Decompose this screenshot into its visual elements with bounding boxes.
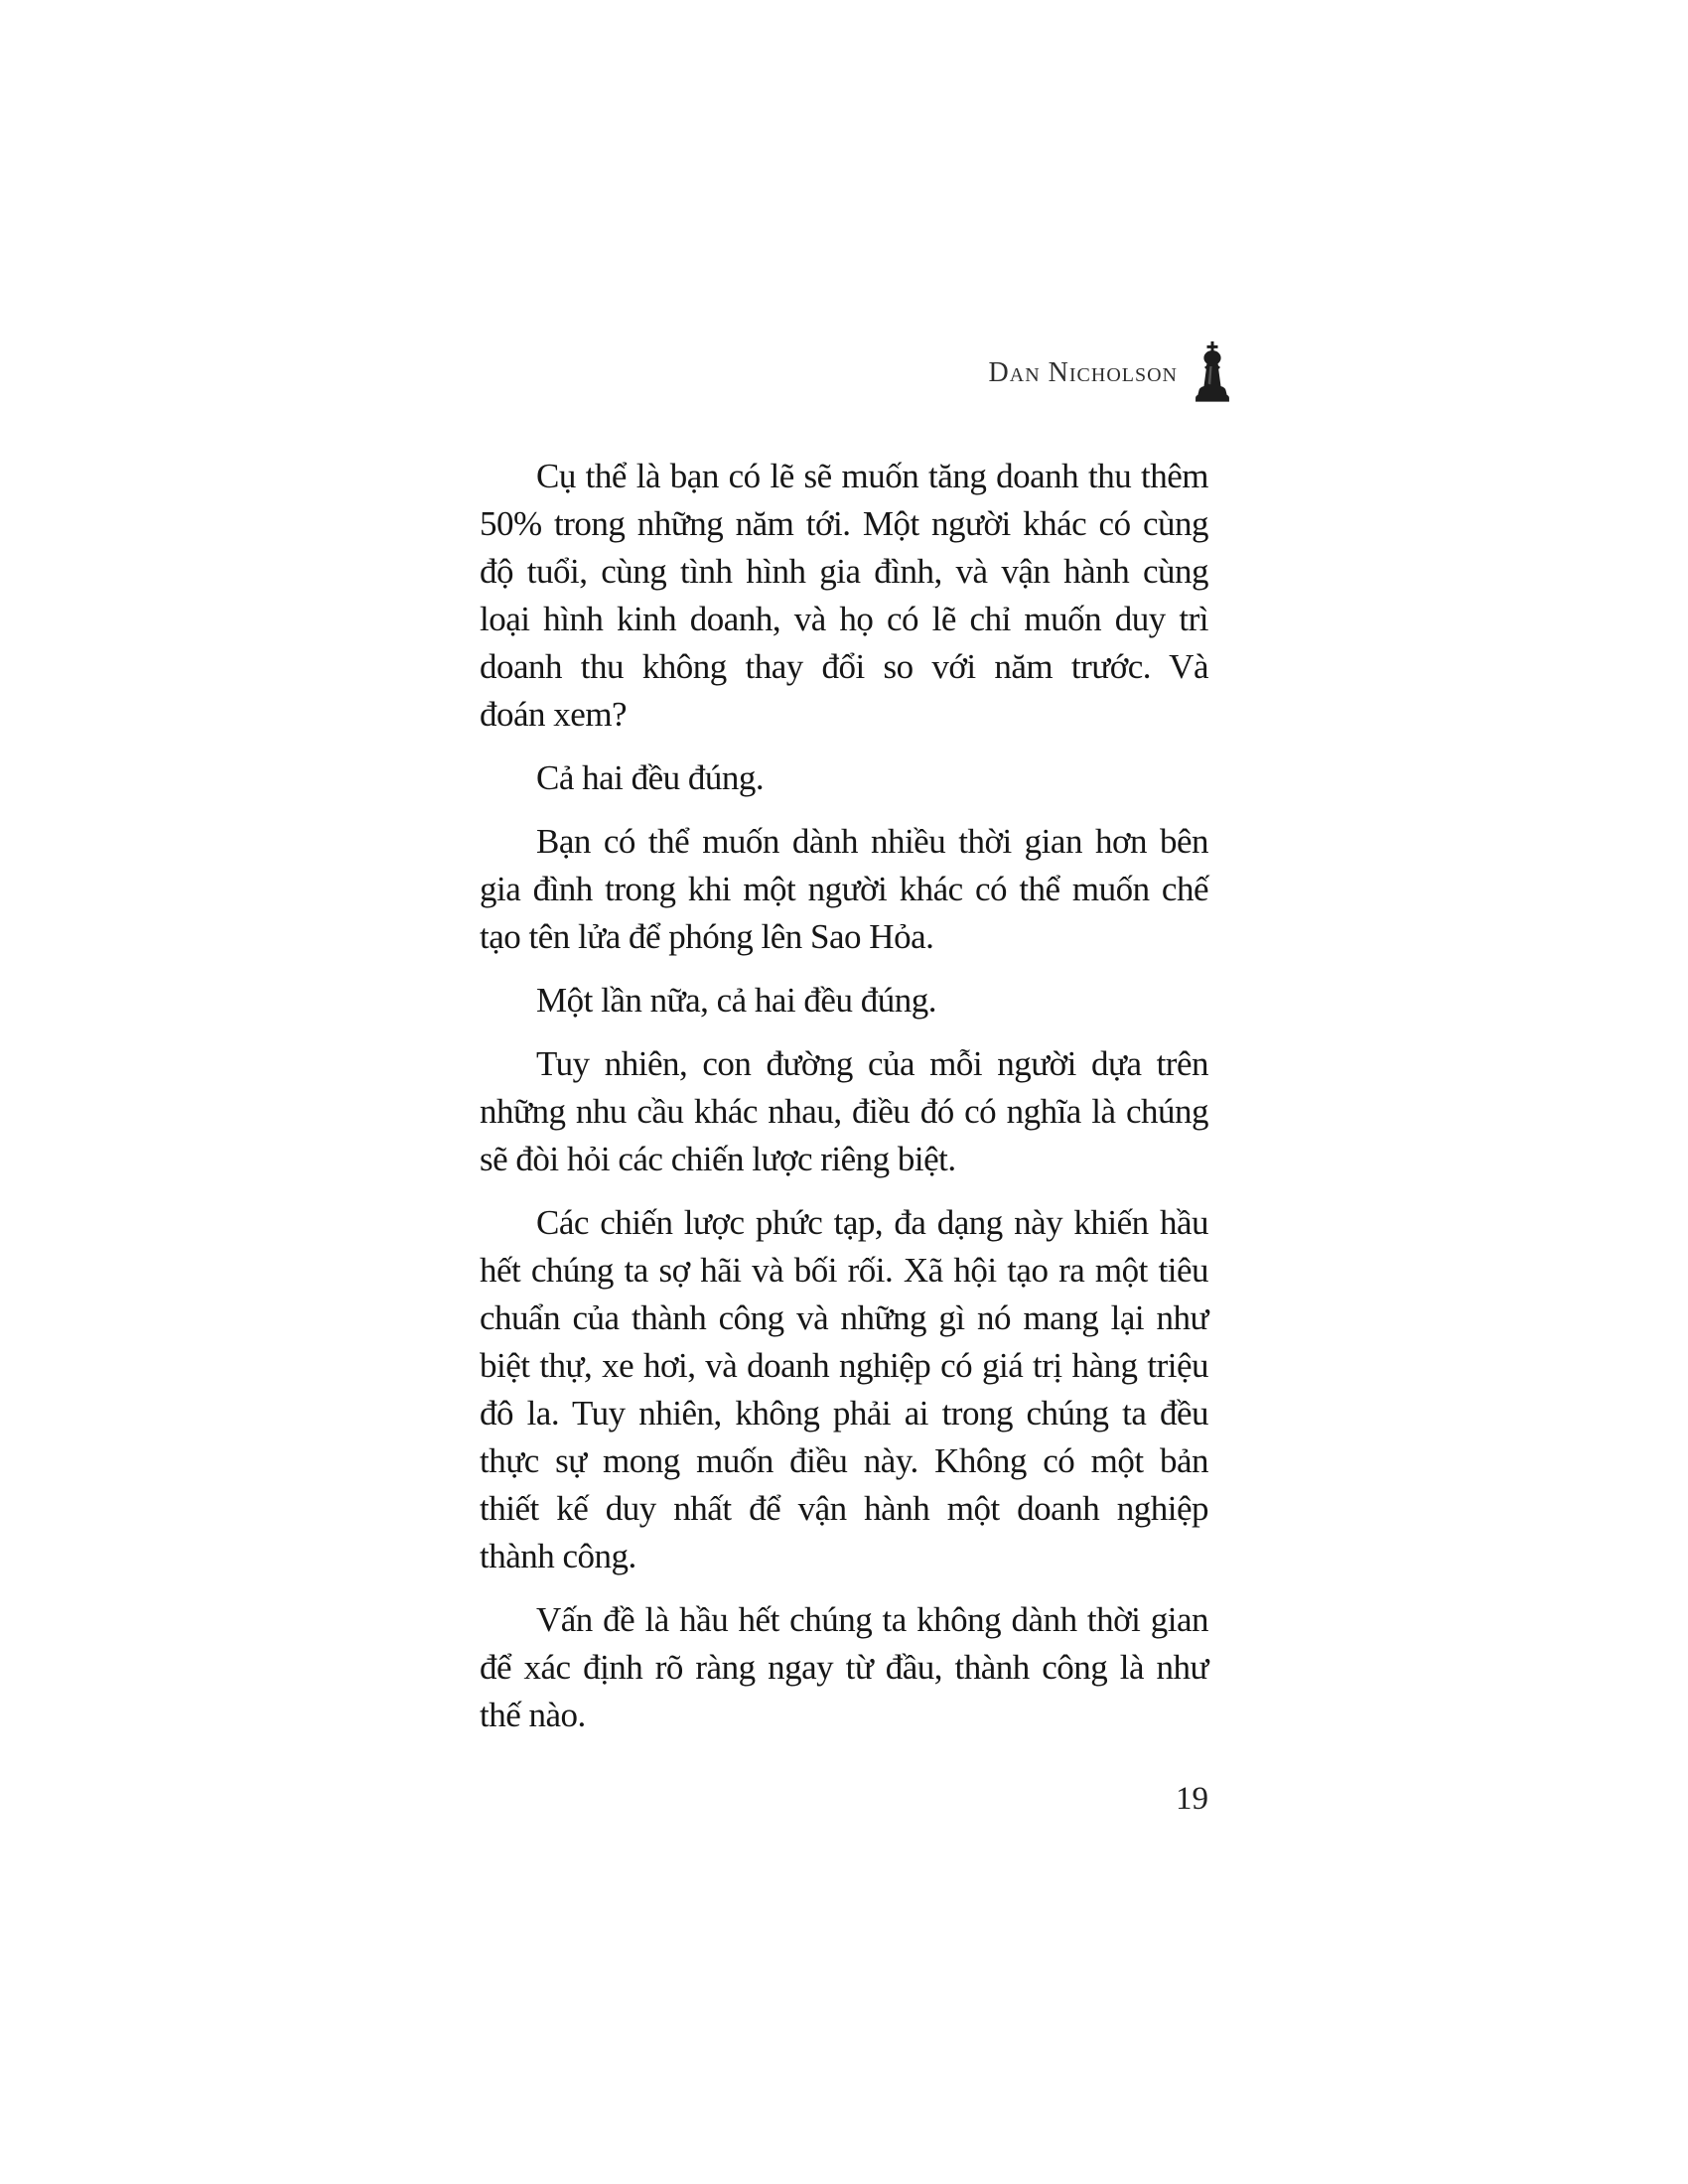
paragraph — [480, 1199, 1208, 1580]
paragraph — [480, 1596, 1208, 1739]
text-line: thành công. — [480, 1537, 636, 1575]
paragraph — [480, 453, 1208, 739]
text-line: Bạn có thể muốn dành nhiều thời gian hơn bên — [536, 822, 1208, 861]
text-line: Tuy nhiên, con đường của mỗi người dựa trên — [536, 1044, 1208, 1083]
text-line: gia đình trong khi một người khác có thể muốn chế — [480, 870, 1208, 908]
text-line: biệt thự, xe hơi, và doanh nghiệp có giá trị hàng triệu — [480, 1346, 1208, 1385]
body-text — [480, 453, 1208, 1755]
text-line: Các chiến lược phức tạp, đa dạng này khiến hầu — [536, 1203, 1208, 1242]
text-line: những nhu cầu khác nhau, điều đó có nghĩa là chúng — [480, 1092, 1208, 1131]
text-line: chuẩn của thành công và những gì nó mang lại như — [480, 1298, 1208, 1337]
text-line: loại hình kinh doanh, và họ có lẽ chỉ muốn duy trì — [480, 600, 1208, 638]
author-name: Dan Nicholson — [988, 357, 1178, 388]
text-line: thiết kế duy nhất để vận hành một doanh nghiệp — [480, 1489, 1208, 1528]
page-header — [480, 339, 1232, 408]
page-number: 19 — [1176, 1781, 1208, 1817]
text-line: thế nào. — [480, 1696, 586, 1734]
chess-king-icon — [1193, 341, 1232, 406]
text-line: Cả hai đều đúng. — [536, 758, 765, 797]
text-line: Cụ thể là bạn có lẽ sẽ muốn tăng doanh thu thêm — [536, 457, 1208, 495]
text-line: hết chúng ta sợ hãi và bối rối. Xã hội tạo ra một tiêu — [480, 1251, 1208, 1290]
text-line: Vấn đề là hầu hết chúng ta không dành thời gian — [536, 1600, 1208, 1639]
paragraph — [480, 818, 1208, 961]
text-line: độ tuổi, cùng tình hình gia đình, và vận hành cùng — [480, 552, 1208, 591]
text-line: để xác định rõ ràng ngay từ đầu, thành công là như — [480, 1648, 1208, 1687]
text-line: 50% trong những năm tới. Một người khác có cùng — [480, 504, 1208, 543]
text-line: đoán xem? — [480, 695, 628, 734]
paragraph — [480, 977, 1208, 1024]
text-line: thực sự mong muốn điều này. Không có một bản — [480, 1441, 1208, 1480]
text-line: doanh thu không thay đổi so với năm trước. Và — [480, 647, 1208, 686]
text-line: tạo tên lửa để phóng lên Sao Hỏa. — [480, 917, 934, 956]
text-line: Một lần nữa, cả hai đều đúng. — [536, 981, 936, 1020]
text-line: đô la. Tuy nhiên, không phải ai trong chúng ta đều — [480, 1394, 1208, 1433]
paragraph — [480, 754, 1208, 802]
text-line: sẽ đòi hỏi các chiến lược riêng biệt. — [480, 1140, 956, 1178]
paragraph — [480, 1040, 1208, 1183]
